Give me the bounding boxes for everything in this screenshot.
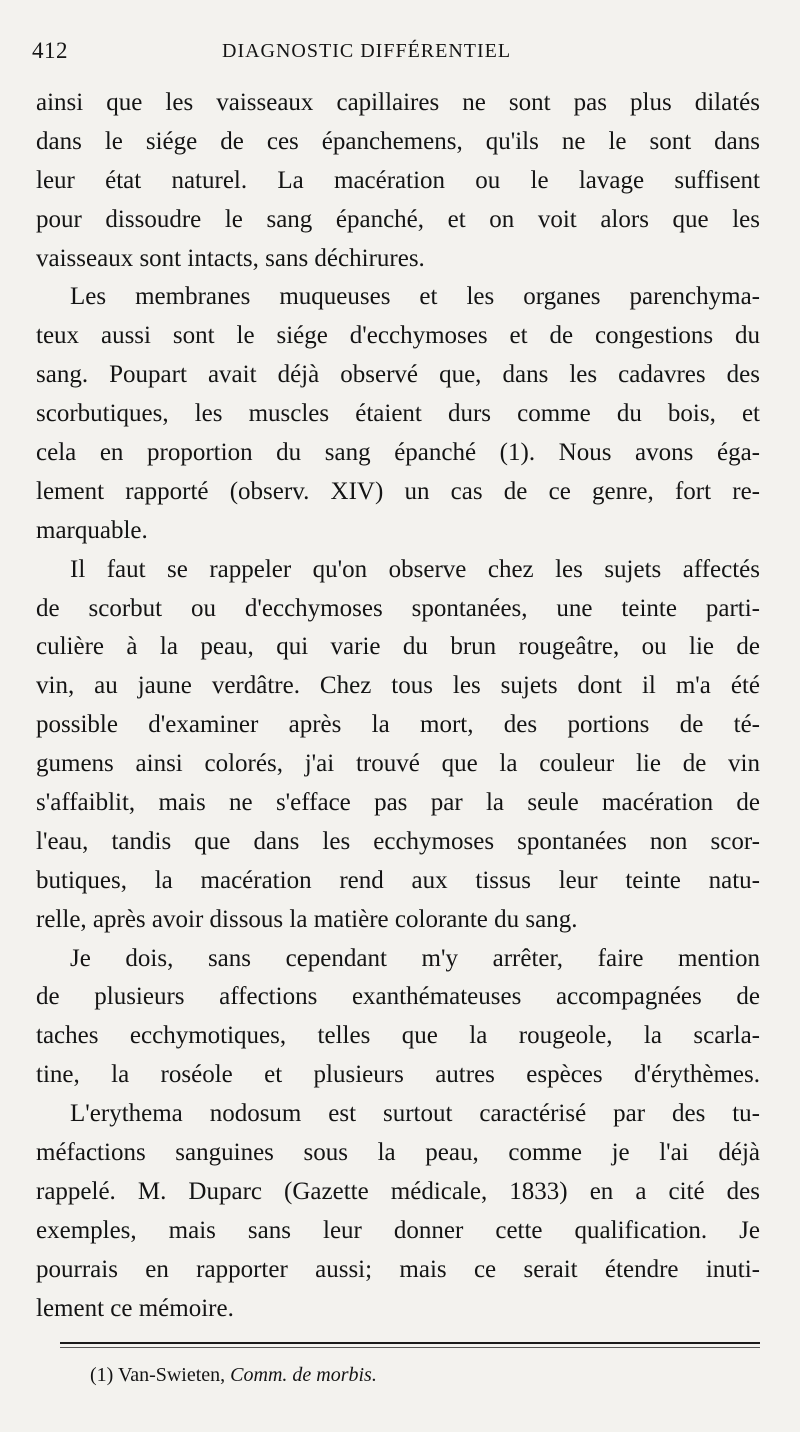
text-line: méfactions sanguines sous la peau, comme je l'ai déjà xyxy=(36,1139,760,1167)
footnote-work: Comm. de morbis. xyxy=(230,1364,377,1386)
text-line: sang. Poupart avait déjà observé que, dans les cadavres des xyxy=(36,361,760,389)
text-line: vin, au jaune verdâtre. Chez tous les sujets dont il m'a été xyxy=(36,672,760,700)
text-line: rappelé. M. Duparc (Gazette médicale, 1833) en a cité des xyxy=(36,1177,760,1205)
page-header xyxy=(32,38,760,78)
text-line: taches ecchymotiques, telles que la rougeole, la scarla- xyxy=(36,1022,760,1050)
text-line: l'eau, tandis que dans les ecchymoses spontanées non scor- xyxy=(36,827,760,855)
text-line: possible d'examiner après la mort, des portions de té- xyxy=(36,711,760,739)
text-line: vaisseaux sont intacts, sans déchirures. xyxy=(36,244,425,272)
text-line: leur état naturel. La macération ou le lavage suffisent xyxy=(36,166,760,194)
text-line: ainsi que les vaisseaux capillaires ne sont pas plus dilatés xyxy=(36,89,760,116)
text-line: marquable. xyxy=(36,516,148,544)
text-line: relle, après avoir dissous la matière colorante du sang. xyxy=(36,905,578,933)
text-line: butiques, la macération rend aux tissus leur teinte natu- xyxy=(36,866,760,894)
footnote-author: Van-Swieten, xyxy=(117,1364,226,1386)
text-line: culière à la peau, qui varie du brun rougeâtre, ou lie de xyxy=(36,633,760,661)
text-line: pourrais en rapporter aussi; mais ce serait étendre inuti- xyxy=(36,1255,760,1283)
text-line: Je dois, sans cependant m'y arrêter, faire mention xyxy=(70,944,760,972)
text-line: Il faut se rappeler qu'on observe chez les sujets affectés xyxy=(70,555,760,583)
text-line: gumens ainsi colorés, j'ai trouvé que la couleur lie de vin xyxy=(36,750,760,778)
footnote-marker: (1) xyxy=(90,1364,114,1386)
text-line: de plusieurs affections exanthémateuses accompagnées de xyxy=(36,983,760,1011)
text-line: s'affaiblit, mais ne s'efface pas par la seule macération de xyxy=(36,789,760,817)
text-line: teux aussi sont le siége d'ecchymoses et de congestions du xyxy=(36,322,760,350)
text-line: de scorbut ou d'ecchymoses spontanées, une teinte parti- xyxy=(36,594,760,622)
text-line: lement rapporté (observ. XIV) un cas de ce genre, fort re- xyxy=(36,477,760,505)
text-line: dans le siége de ces épanchemens, qu'ils ne le sont dans xyxy=(36,127,760,155)
text-line: tine, la roséole et plusieurs autres espèces d'érythèmes. xyxy=(36,1061,760,1089)
text-line: scorbutiques, les muscles étaient durs comme du bois, et xyxy=(36,400,760,428)
text-line: lement ce mémoire. xyxy=(36,1294,234,1322)
text-line: cela en proportion du sang épanché (1). Nous avons éga- xyxy=(36,439,760,467)
page-number: 412 xyxy=(32,38,68,63)
running-head: DIAGNOSTIC DIFFÉRENTIEL xyxy=(222,40,512,62)
text-line: Les membranes muqueuses et les organes parenchyma- xyxy=(70,283,760,311)
text-line: L'erythema nodosum est surtout caractérisé par des tu- xyxy=(70,1100,760,1128)
text-line: exemples, mais sans leur donner cette qualification. Je xyxy=(36,1216,760,1244)
body-text xyxy=(36,84,760,1329)
footnote-rule xyxy=(60,1342,760,1344)
text-line: pour dissoudre le sang épanché, et on voit alors que les xyxy=(36,205,760,233)
footnote xyxy=(90,1364,377,1387)
footnote-rule-thin xyxy=(60,1347,760,1348)
